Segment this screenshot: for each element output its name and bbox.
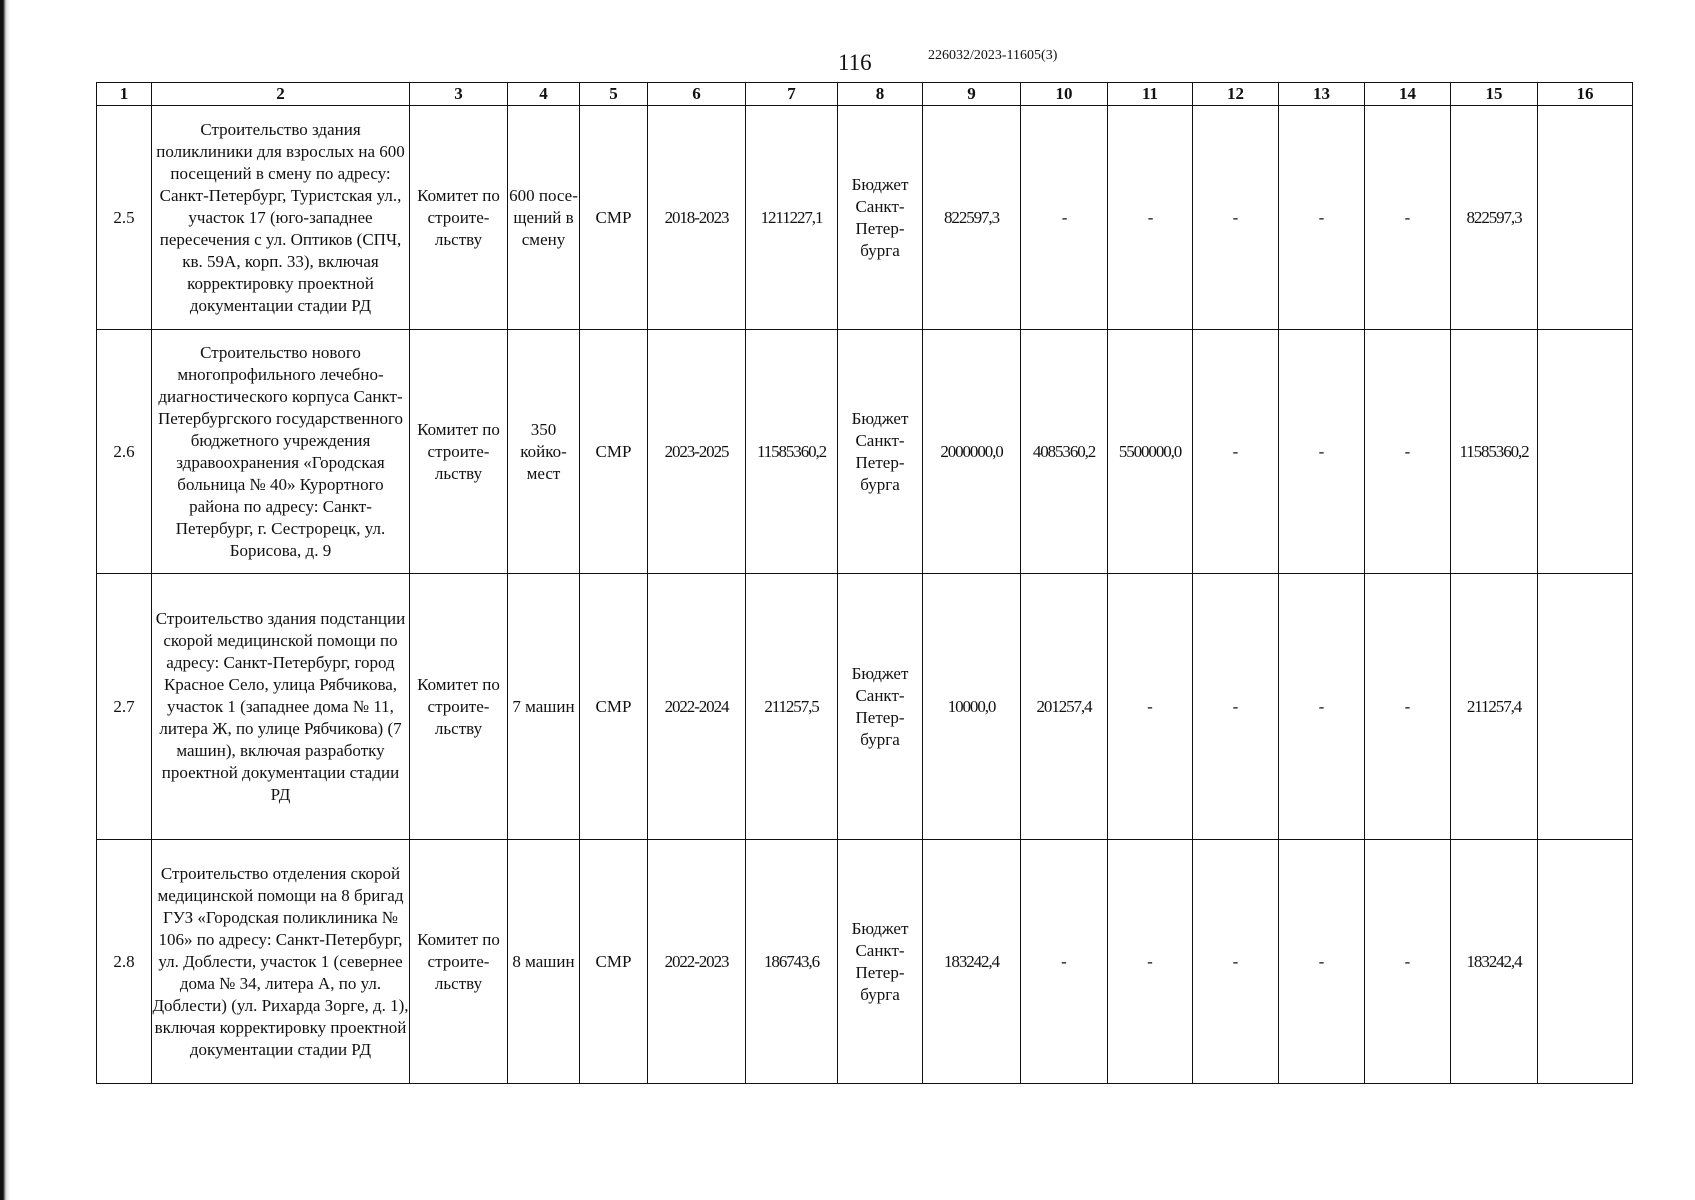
amount-cell: - [1279, 106, 1365, 330]
amount-cell: - [1193, 574, 1279, 840]
amount-cell: - [1365, 840, 1451, 1084]
empty-cell [1538, 840, 1633, 1084]
column-header: 4 [508, 83, 580, 106]
column-number-row [97, 83, 1633, 106]
total-cost-cell: 1211227,1 [746, 106, 838, 330]
column-header: 5 [580, 83, 648, 106]
column-header: 15 [1451, 83, 1538, 106]
column-header: 10 [1021, 83, 1108, 106]
amount-cell: - [1279, 574, 1365, 840]
empty-cell [1538, 330, 1633, 574]
amount-cell: 183242,4 [923, 840, 1021, 1084]
column-header: 1 [97, 83, 152, 106]
total-amount-cell: 183242,4 [1451, 840, 1538, 1084]
empty-cell [1538, 574, 1633, 840]
customer-cell: Комитет по строите-льству [410, 840, 508, 1084]
amount-cell: - [1365, 106, 1451, 330]
amount-cell: - [1279, 840, 1365, 1084]
amount-cell: - [1193, 330, 1279, 574]
table-row [97, 106, 1633, 330]
amount-cell: 4085360,2 [1021, 330, 1108, 574]
amount-cell: - [1365, 330, 1451, 574]
row-id: 2.5 [97, 106, 152, 330]
column-header: 9 [923, 83, 1021, 106]
column-header: 2 [152, 83, 410, 106]
capacity-cell: 8 машин [508, 840, 580, 1084]
total-cost-cell: 211257,5 [746, 574, 838, 840]
funding-source-cell: Бюджет Санкт-Петер-бурга [838, 106, 923, 330]
total-amount-cell: 11585360,2 [1451, 330, 1538, 574]
work-type-cell: СМР [580, 574, 648, 840]
object-description: Строительство нового многопрофильного лечебно-диагностического корпуса Санкт-Петербургского государственного бюджетного учреждения здравоохранения «Городская больница № 40» Курортного района по адресу: Санкт-Петербург, г. Сестрорецк, ул. Борисова, д. 9 [152, 330, 410, 574]
capacity-cell: 600 посе-щений в смену [508, 106, 580, 330]
period-cell: 2018-2023 [648, 106, 746, 330]
amount-cell: 10000,0 [923, 574, 1021, 840]
amount-cell: - [1021, 840, 1108, 1084]
object-description: Строительство отделения скорой медицинской помощи на 8 бригад ГУЗ «Городская поликлиника № 106» по адресу: Санкт-Петербург, ул. Доблести, участок 1 (севернее дома № 34, литера А, по ул. Доблести) (ул. Рихарда Зорге, д. 1), включая корректировку проектной документации стадии РД [152, 840, 410, 1084]
customer-cell: Комитет по строите-льству [410, 106, 508, 330]
amount-cell: - [1108, 106, 1193, 330]
total-amount-cell: 211257,4 [1451, 574, 1538, 840]
amount-cell: 5500000,0 [1108, 330, 1193, 574]
customer-cell: Комитет по строите-льству [410, 330, 508, 574]
amount-cell: - [1279, 330, 1365, 574]
column-header: 3 [410, 83, 508, 106]
column-header: 11 [1108, 83, 1193, 106]
column-header: 13 [1279, 83, 1365, 106]
empty-cell [1538, 106, 1633, 330]
column-header: 12 [1193, 83, 1279, 106]
document-number: 226032/2023-11605(3) [928, 48, 1058, 63]
amount-cell: 822597,3 [923, 106, 1021, 330]
column-header: 6 [648, 83, 746, 106]
work-type-cell: СМР [580, 106, 648, 330]
table-row [97, 574, 1633, 840]
column-header: 7 [746, 83, 838, 106]
funding-source-cell: Бюджет Санкт-Петер-бурга [838, 574, 923, 840]
page-header [0, 48, 1695, 78]
amount-cell: - [1193, 840, 1279, 1084]
object-description: Строительство здания подстанции скорой медицинской помощи по адресу: Санкт-Петербург, город Красное Село, улица Рябчикова, участок 1 (западнее дома № 11, литера Ж, по улице Рябчикова) (7 машин), включая разработку проектной документации стадии РД [152, 574, 410, 840]
work-type-cell: СМР [580, 330, 648, 574]
page-number: 116 [838, 50, 872, 75]
amount-cell: 2000000,0 [923, 330, 1021, 574]
amount-cell: - [1108, 840, 1193, 1084]
table-row [97, 840, 1633, 1084]
amount-cell: 201257,4 [1021, 574, 1108, 840]
column-header: 14 [1365, 83, 1451, 106]
total-cost-cell: 11585360,2 [746, 330, 838, 574]
scan-edge [0, 0, 10, 1200]
column-header: 16 [1538, 83, 1633, 106]
row-id: 2.6 [97, 330, 152, 574]
amount-cell: - [1365, 574, 1451, 840]
funding-source-cell: Бюджет Санкт-Петер-бурга [838, 840, 923, 1084]
amount-cell: - [1021, 106, 1108, 330]
table-row [97, 330, 1633, 574]
amount-cell: - [1108, 574, 1193, 840]
customer-cell: Комитет по строите-льству [410, 574, 508, 840]
period-cell: 2022-2024 [648, 574, 746, 840]
capacity-cell: 7 машин [508, 574, 580, 840]
row-id: 2.7 [97, 574, 152, 840]
period-cell: 2023-2025 [648, 330, 746, 574]
budget-table [96, 82, 1633, 1084]
period-cell: 2022-2023 [648, 840, 746, 1084]
work-type-cell: СМР [580, 840, 648, 1084]
total-amount-cell: 822597,3 [1451, 106, 1538, 330]
total-cost-cell: 186743,6 [746, 840, 838, 1084]
object-description: Строительство здания поликлиники для взрослых на 600 посещений в смену по адресу: Санкт-Петербург, Туристская ул., участок 17 (юго-западнее пересечения с ул. Оптиков (СПЧ, кв. 59А, корп. 33), включая корректировку проектной документации стадии РД [152, 106, 410, 330]
funding-source-cell: Бюджет Санкт-Петер-бурга [838, 330, 923, 574]
capacity-cell: 350 койко-мест [508, 330, 580, 574]
column-header: 8 [838, 83, 923, 106]
row-id: 2.8 [97, 840, 152, 1084]
amount-cell: - [1193, 106, 1279, 330]
